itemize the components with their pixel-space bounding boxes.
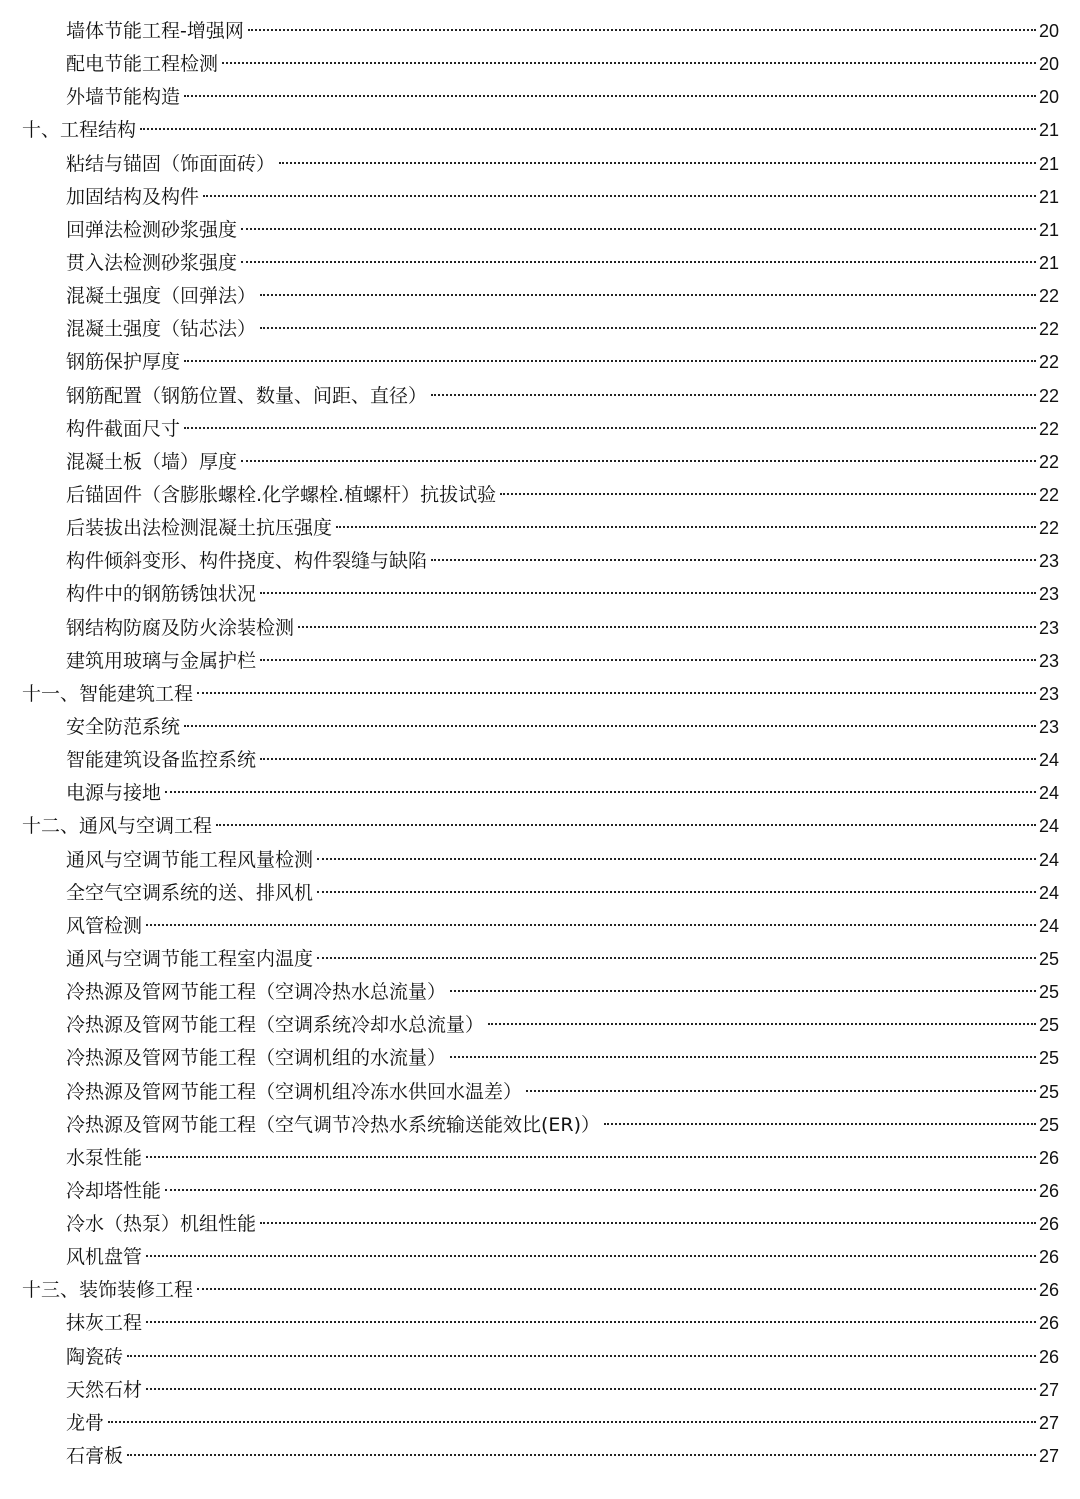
toc-page-number: 22 [1038, 286, 1059, 307]
dot-leader [526, 1090, 1036, 1092]
toc-subsection-entry[interactable] [22, 81, 1059, 114]
dot-leader [279, 162, 1036, 164]
toc-page-number: 21 [1038, 186, 1059, 207]
dot-leader [127, 1355, 1036, 1357]
toc-entry-title: 构件倾斜变形、构件挠度、构件裂缝与缺陷 [66, 550, 428, 573]
toc-page-number: 26 [1038, 1313, 1059, 1334]
toc-page-number: 27 [1038, 1412, 1059, 1433]
toc-page-number: 23 [1038, 551, 1059, 572]
toc-entry-title: 后装拔出法检测混凝土抗压强度 [66, 517, 333, 540]
toc-entry-title: 冷热源及管网节能工程（空气调节冷热水系统输送能效比(ER)） [66, 1113, 601, 1136]
toc-page-number: 22 [1038, 319, 1059, 340]
toc-entry-title: 通风与空调节能工程室内温度 [66, 947, 314, 970]
dot-leader [317, 957, 1036, 959]
toc-entry-title: 冷热源及管网节能工程（空调机组的水流量） [66, 1047, 447, 1070]
dot-leader [146, 1255, 1036, 1257]
toc-page-number: 25 [1038, 1114, 1059, 1135]
dot-leader [241, 460, 1036, 462]
toc-entry-title: 天然石材 [66, 1378, 143, 1401]
dot-leader [222, 62, 1036, 64]
toc-subsection-entry[interactable] [22, 1241, 1059, 1274]
dot-leader [108, 1421, 1036, 1423]
toc-page-number: 26 [1038, 1346, 1059, 1367]
toc-subsection-entry[interactable] [22, 346, 1059, 379]
dot-leader [450, 990, 1036, 992]
dot-leader [260, 327, 1036, 329]
toc-subsection-entry[interactable] [22, 1109, 1059, 1142]
toc-section-entry[interactable] [22, 810, 1059, 843]
dot-leader [431, 559, 1036, 561]
toc-subsection-entry[interactable] [22, 1076, 1059, 1109]
dot-leader [184, 360, 1036, 362]
dot-leader [146, 1156, 1036, 1158]
dot-leader [260, 758, 1036, 760]
toc-subsection-entry[interactable] [22, 1440, 1059, 1473]
dot-leader [260, 592, 1036, 594]
toc-subsection-entry[interactable] [22, 711, 1059, 744]
toc-subsection-entry[interactable] [22, 976, 1059, 1009]
toc-section-entry[interactable] [22, 1274, 1059, 1307]
toc-entry-title: 风机盘管 [66, 1246, 143, 1269]
dot-leader [140, 128, 1036, 130]
dot-leader [500, 493, 1036, 495]
toc-subsection-entry[interactable] [22, 148, 1059, 181]
dot-leader [197, 1288, 1036, 1290]
toc-subsection-entry[interactable] [22, 247, 1059, 280]
toc-subsection-entry[interactable] [22, 1407, 1059, 1440]
dot-leader [146, 1388, 1036, 1390]
toc-subsection-entry[interactable] [22, 15, 1059, 48]
dot-leader [336, 526, 1036, 528]
toc-entry-title: 钢筋保护厚度 [66, 351, 181, 374]
dot-leader [241, 261, 1036, 263]
toc-page-number: 24 [1038, 750, 1059, 771]
toc-page-number: 25 [1038, 1048, 1059, 1069]
toc-page-number: 26 [1038, 1147, 1059, 1168]
toc-subsection-entry[interactable] [22, 943, 1059, 976]
toc-page-number: 22 [1038, 484, 1059, 505]
toc-page-number: 20 [1038, 87, 1059, 108]
toc-page-number: 24 [1038, 783, 1059, 804]
toc-entry-title: 冷热源及管网节能工程（空调系统冷却水总流量） [66, 1014, 485, 1037]
toc-page-number: 21 [1038, 252, 1059, 273]
dot-leader [260, 1222, 1036, 1224]
toc-subsection-entry[interactable] [22, 777, 1059, 810]
toc-subsection-entry[interactable] [22, 612, 1059, 645]
dot-leader [165, 1189, 1036, 1191]
dot-leader [184, 427, 1036, 429]
toc-page-number: 23 [1038, 617, 1059, 638]
toc-entry-title: 陶瓷砖 [66, 1345, 124, 1368]
dot-leader [203, 195, 1036, 197]
toc-page-number: 21 [1038, 153, 1059, 174]
toc-entry-title: 全空气空调系统的送、排风机 [66, 881, 314, 904]
toc-page-number: 20 [1038, 21, 1059, 41]
toc-page-number: 26 [1038, 1247, 1059, 1268]
dot-leader [260, 294, 1036, 296]
dot-leader [146, 1321, 1036, 1323]
toc-entry-title: 冷水（热泵）机组性能 [66, 1213, 257, 1236]
toc-entry-title: 十一、智能建筑工程 [22, 682, 194, 705]
toc-entry-title: 钢结构防腐及防火涂装检测 [66, 616, 295, 639]
dot-leader [317, 858, 1036, 860]
toc-entry-title: 龙骨 [66, 1411, 105, 1434]
toc-subsection-entry[interactable] [22, 280, 1059, 313]
dot-leader [317, 891, 1036, 893]
dot-leader [127, 1454, 1036, 1456]
toc-subsection-entry[interactable] [22, 910, 1059, 943]
toc-entry-title: 十、工程结构 [22, 119, 137, 142]
toc-subsection-entry[interactable] [22, 877, 1059, 910]
dot-leader [197, 692, 1036, 694]
dot-leader [298, 626, 1036, 628]
toc-subsection-entry[interactable] [22, 380, 1059, 413]
toc-subsection-entry[interactable] [22, 1307, 1059, 1340]
toc-subsection-entry[interactable] [22, 645, 1059, 678]
dot-leader [488, 1023, 1036, 1025]
toc-entry-title: 电源与接地 [66, 782, 162, 805]
toc-subsection-entry[interactable] [22, 1009, 1059, 1042]
toc-subsection-entry[interactable] [22, 181, 1059, 214]
toc-page-number: 25 [1038, 1015, 1059, 1036]
toc-subsection-entry[interactable] [22, 1042, 1059, 1075]
dot-leader [431, 394, 1036, 396]
toc-entry-title: 构件中的钢筋锈蚀状况 [66, 583, 257, 606]
dot-leader [450, 1056, 1036, 1058]
toc-page-number: 25 [1038, 982, 1059, 1003]
toc-entry-title: 钢筋配置（钢筋位置、数量、间距、直径） [66, 384, 428, 407]
toc-entry-title: 安全防范系统 [66, 715, 181, 738]
toc-entry-title: 十三、装饰装修工程 [22, 1279, 194, 1302]
toc-page-number: 21 [1038, 120, 1059, 141]
toc-entry-title: 抹灰工程 [66, 1312, 143, 1335]
dot-leader [184, 95, 1036, 97]
toc-entry-title: 加固结构及构件 [66, 185, 200, 208]
toc-page-number: 22 [1038, 385, 1059, 406]
toc-entry-title: 冷热源及管网节能工程（空调冷热水总流量） [66, 981, 447, 1004]
toc-page-number: 24 [1038, 915, 1059, 936]
dot-leader [146, 924, 1036, 926]
toc-entry-title: 贯入法检测砂浆强度 [66, 251, 238, 274]
toc-subsection-entry[interactable] [22, 545, 1059, 578]
toc-page-number: 25 [1038, 948, 1059, 969]
dot-leader [216, 824, 1036, 826]
toc-page-number: 24 [1038, 816, 1059, 837]
toc-page-number: 24 [1038, 849, 1059, 870]
toc-page-number: 22 [1038, 451, 1059, 472]
toc-subsection-entry[interactable] [22, 214, 1059, 247]
table-of-contents [22, 15, 1059, 1473]
dot-leader [184, 725, 1036, 727]
toc-page-number: 27 [1038, 1379, 1059, 1400]
toc-entry-title: 水泵性能 [66, 1146, 143, 1169]
toc-page-number: 26 [1038, 1180, 1059, 1201]
toc-subsection-entry[interactable] [22, 1175, 1059, 1208]
toc-entry-title: 墙体节能工程-增强网 [66, 20, 244, 42]
toc-page-number: 26 [1038, 1280, 1059, 1301]
toc-page-number: 26 [1038, 1214, 1059, 1235]
dot-leader [165, 791, 1036, 793]
toc-page-number: 23 [1038, 683, 1059, 704]
toc-entry-title: 石膏板 [66, 1445, 124, 1468]
toc-entry-title: 后锚固件（含膨胀螺栓.化学螺栓.植螺杆）抗拔试验 [66, 483, 497, 506]
toc-page-number: 22 [1038, 518, 1059, 539]
toc-page-number: 24 [1038, 882, 1059, 903]
toc-subsection-entry[interactable] [22, 1374, 1059, 1407]
toc-subsection-entry[interactable] [22, 48, 1059, 81]
toc-entry-title: 通风与空调节能工程风量检测 [66, 848, 314, 871]
toc-subsection-entry[interactable] [22, 1341, 1059, 1374]
toc-subsection-entry[interactable] [22, 413, 1059, 446]
toc-page-number: 22 [1038, 418, 1059, 439]
toc-entry-title: 构件截面尺寸 [66, 417, 181, 440]
toc-subsection-entry[interactable] [22, 512, 1059, 545]
toc-subsection-entry[interactable] [22, 578, 1059, 611]
dot-leader [260, 659, 1036, 661]
toc-page-number: 23 [1038, 650, 1059, 671]
toc-entry-title: 外墙节能构造 [66, 86, 181, 109]
toc-entry-title: 混凝土强度（回弹法） [66, 285, 257, 308]
toc-page-number: 20 [1038, 54, 1059, 75]
toc-entry-title: 混凝土强度（钻芯法） [66, 318, 257, 341]
toc-subsection-entry[interactable] [22, 844, 1059, 877]
toc-entry-title: 粘结与锚固（饰面面砖） [66, 152, 276, 175]
toc-entry-title: 混凝土板（墙）厚度 [66, 450, 238, 473]
toc-entry-title: 冷热源及管网节能工程（空调机组冷冻水供回水温差） [66, 1080, 523, 1103]
toc-entry-title: 配电节能工程检测 [66, 53, 219, 76]
toc-entry-title: 建筑用玻璃与金属护栏 [66, 649, 257, 672]
toc-page-number: 23 [1038, 584, 1059, 605]
toc-entry-title: 回弹法检测砂浆强度 [66, 218, 238, 241]
dot-leader [248, 29, 1036, 31]
toc-entry-title: 冷却塔性能 [66, 1179, 162, 1202]
toc-section-entry[interactable] [22, 678, 1059, 711]
toc-entry-title: 智能建筑设备监控系统 [66, 749, 257, 772]
toc-subsection-entry[interactable] [22, 744, 1059, 777]
toc-subsection-entry[interactable] [22, 313, 1059, 346]
toc-subsection-entry[interactable] [22, 1208, 1059, 1241]
toc-page-number: 25 [1038, 1081, 1059, 1102]
toc-entry-title: 风管检测 [66, 914, 143, 937]
toc-subsection-entry[interactable] [22, 446, 1059, 479]
toc-subsection-entry[interactable] [22, 1142, 1059, 1175]
dot-leader [241, 228, 1036, 230]
toc-page-number: 22 [1038, 352, 1059, 373]
toc-page-number: 23 [1038, 716, 1059, 737]
toc-section-entry[interactable] [22, 114, 1059, 147]
toc-subsection-entry[interactable] [22, 479, 1059, 512]
dot-leader [604, 1123, 1036, 1125]
toc-page-number: 27 [1038, 1446, 1059, 1467]
toc-page-number: 21 [1038, 219, 1059, 240]
toc-entry-title: 十二、通风与空调工程 [22, 815, 213, 838]
